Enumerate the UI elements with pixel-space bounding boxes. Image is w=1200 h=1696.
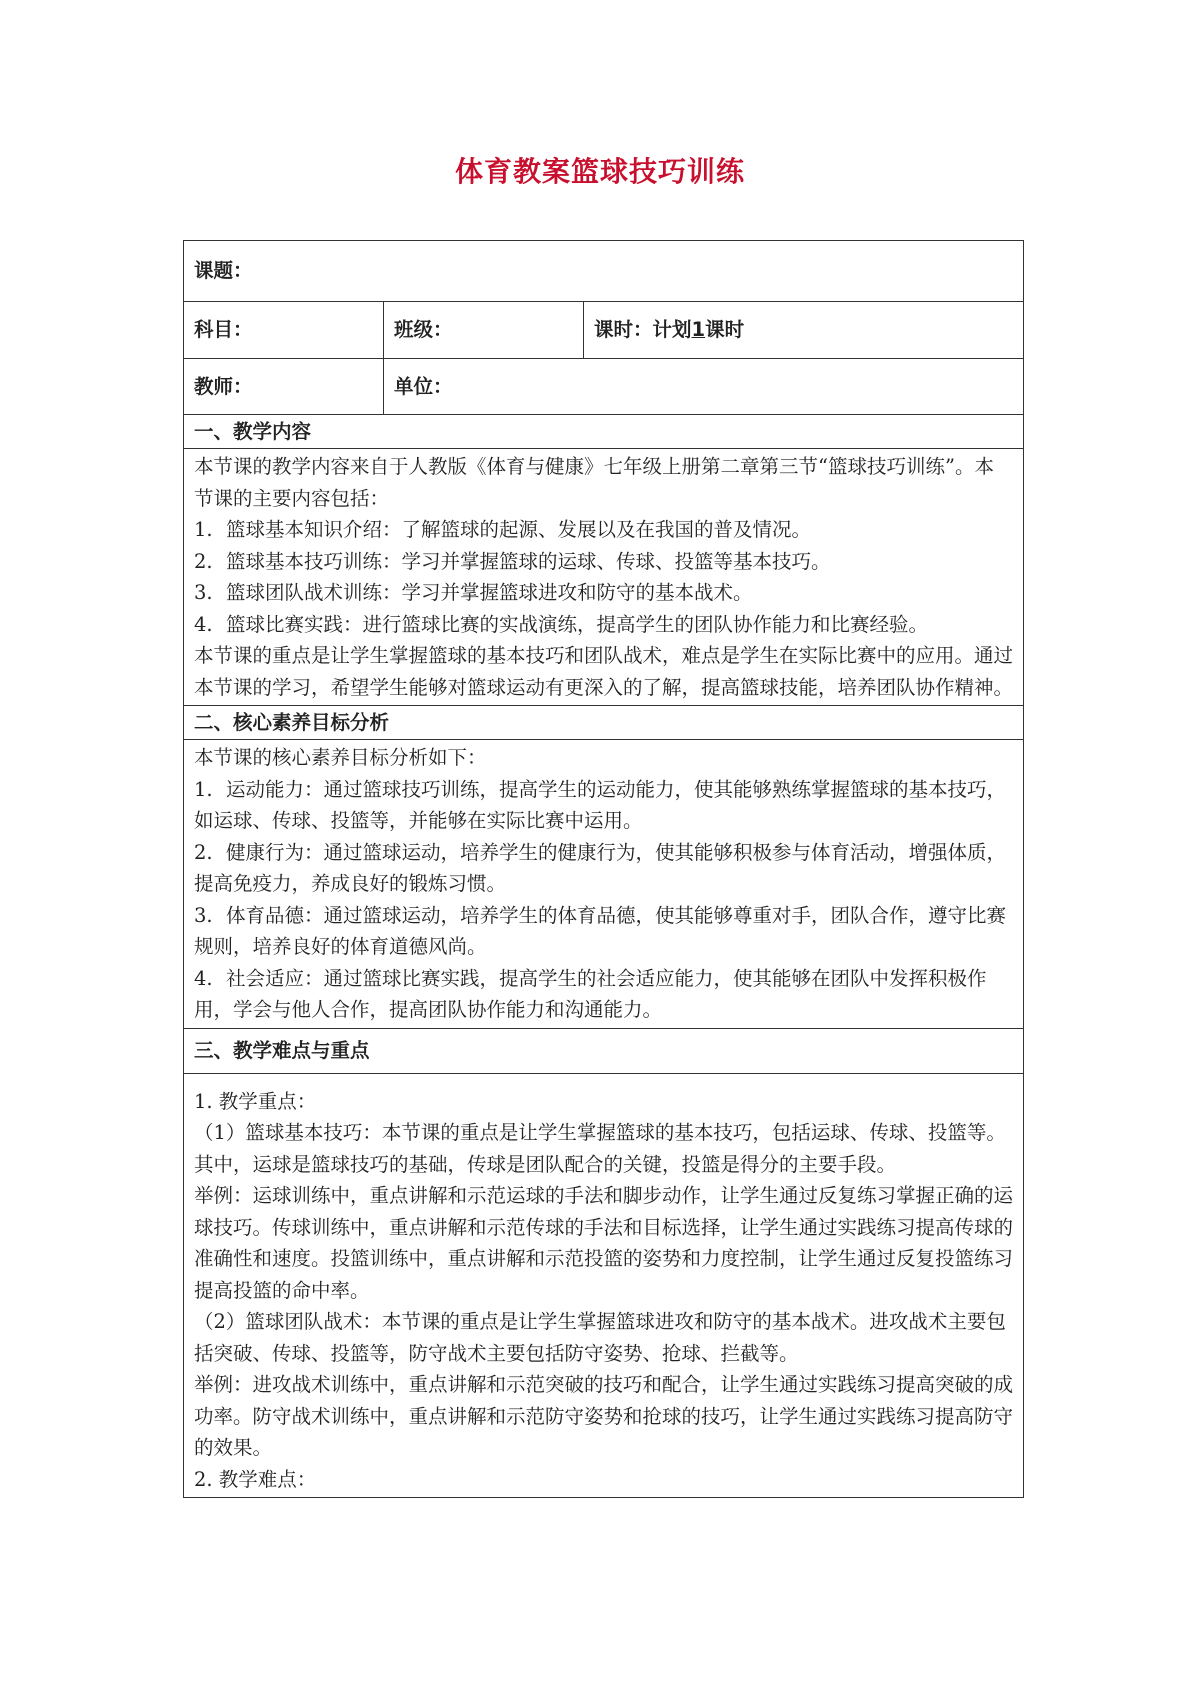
class-label: 班级： xyxy=(384,302,584,359)
topic-row xyxy=(184,241,1024,302)
list-item: 1. 篮球基本知识介绍：了解篮球的起源、发展以及在我国的普及情况。 xyxy=(194,518,812,541)
section2-intro: 本节课的核心素养目标分析如下： xyxy=(194,746,487,769)
list-item: 2. 健康行为：通过篮球运动，培养学生的健康行为，使其能够积极参与体育活动，增强体质，提高免疫力，养成良好的锻炼习惯。 xyxy=(194,840,1007,895)
lesson-plan-table xyxy=(183,240,1024,1498)
document-title: 体育教案篮球技巧训练 xyxy=(454,155,745,188)
section1-body-row xyxy=(184,449,1024,706)
section2-body xyxy=(184,740,1024,1029)
teacher-row xyxy=(184,359,1024,415)
meta-row xyxy=(184,302,1024,359)
difficulty-title: 2. 教学难点： xyxy=(194,1467,317,1491)
list-item: 4. 社会适应：通过篮球比赛实践，提高学生的社会适应能力，使其能够在团队中发挥积极作用，学会与他人合作，提高团队协作能力和沟通能力。 xyxy=(194,966,987,1021)
subject-label: 科目： xyxy=(184,302,384,359)
example-1: 举例：运球训练中，重点讲解和示范运球的手法和脚步动作，让学生通过反复练习掌握正确的运球技巧。传球训练中，重点讲解和示范传球的手法和目标选择，让学生通过实践练习提高传球的准确性和速度。投篮训练中，重点讲解和示范投篮的姿势和力度控制，让学生通过反复投篮练习提高投篮的命中率。 xyxy=(194,1184,1014,1302)
section1-heading: 一、教学内容 xyxy=(184,415,1024,449)
hours-suffix: 课时 xyxy=(705,318,745,342)
section2-heading: 二、核心素养目标分析 xyxy=(184,706,1024,740)
list-item: 2. 篮球基本技巧训练：学习并掌握篮球的运球、传球、投篮等基本技巧。 xyxy=(194,549,831,573)
hours-prefix: 课时：计划 xyxy=(594,318,692,342)
key-points-title: 1. 教学重点： xyxy=(194,1089,317,1113)
list-item: 3. 篮球团队战术训练：学习并掌握篮球进攻和防守的基本战术。 xyxy=(194,581,753,604)
section2-heading-row xyxy=(184,706,1024,740)
section1-summary: 本节课的重点是让学生掌握篮球的基本技巧和团队战术，难点是学生在实际比赛中的应用。通过本节课的学习，希望学生能够对篮球运动有更深入的了解，提高篮球技能，培养团队协作精神。 xyxy=(194,644,1014,699)
section3-body-row xyxy=(184,1073,1024,1498)
unit-label: 单位： xyxy=(384,359,1024,415)
hours-cell xyxy=(584,302,1024,359)
topic-label: 课题： xyxy=(184,241,1024,302)
list-item: 4. 篮球比赛实践：进行篮球比赛的实战演练，提高学生的团队协作能力和比赛经验。 xyxy=(194,612,929,636)
key-point-2: （2）篮球团队战术：本节课的重点是让学生掌握篮球进攻和防守的基本战术。进攻战术主要包括突破、传球、投篮等，防守战术主要包括防守姿势、抢球、拦截等。 xyxy=(194,1310,1006,1365)
example-2: 举例：进攻战术训练中，重点讲解和示范突破的技巧和配合，让学生通过实践练习提高突破的成功率。防守战术训练中，重点讲解和示范防守姿势和抢球的技巧，让学生通过实践练习提高防守的效果。 xyxy=(194,1373,1014,1459)
section1-intro: 本节课的教学内容来自于人教版《体育与健康》七年级上册第二章第三节“篮球技巧训练”。本节课的主要内容包括： xyxy=(194,455,994,510)
section2-body-row xyxy=(184,740,1024,1029)
section3-heading-row xyxy=(184,1028,1024,1073)
hours-value: 1 xyxy=(691,318,706,342)
teacher-label: 教师： xyxy=(184,359,384,415)
list-item: 3. 体育品德：通过篮球运动，培养学生的体育品德，使其能够尊重对手，团队合作，遵守比赛规则，培养良好的体育道德风尚。 xyxy=(194,903,1007,958)
key-point-1: （1）篮球基本技巧：本节课的重点是让学生掌握篮球的基本技巧，包括运球、传球、投篮等。其中，运球是篮球技巧的基础，传球是团队配合的关键，投篮是得分的主要手段。 xyxy=(194,1121,1006,1176)
section1-body xyxy=(184,449,1024,706)
section3-heading: 三、教学难点与重点 xyxy=(184,1028,1024,1073)
section3-body xyxy=(184,1073,1024,1498)
section1-heading-row xyxy=(184,415,1024,449)
list-item: 1. 运动能力：通过篮球技巧训练，提高学生的运动能力，使其能够熟练掌握篮球的基本技巧，如运球、传球、投篮等，并能够在实际比赛中运用。 xyxy=(194,777,1007,832)
